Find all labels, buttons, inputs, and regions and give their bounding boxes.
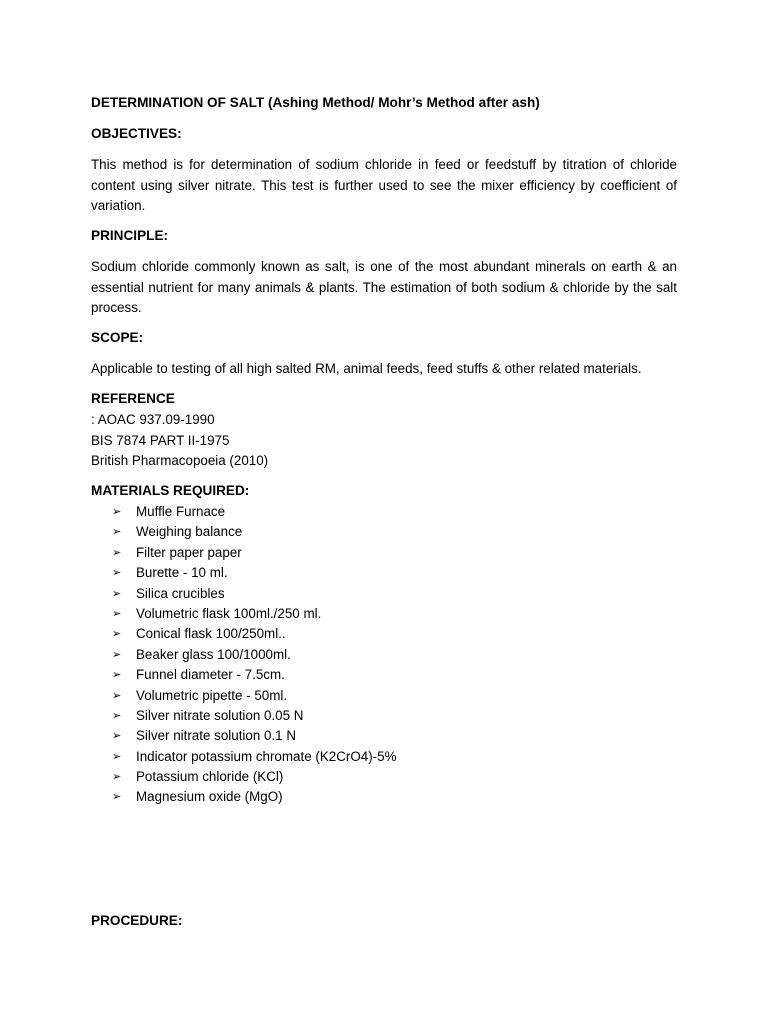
list-item [112, 624, 396, 644]
arrow-bullet-icon: ➢ [112, 709, 122, 722]
arrow-bullet-icon: ➢ [112, 567, 122, 580]
list-item-label: Filter paper paper [136, 544, 242, 560]
list-item [112, 706, 396, 726]
list-item [112, 787, 396, 807]
arrow-bullet-icon: ➢ [112, 607, 122, 620]
materials-heading: MATERIALS REQUIRED: [91, 483, 250, 498]
list-item [112, 747, 396, 767]
list-item [112, 767, 396, 787]
materials-list [112, 502, 396, 808]
list-item-label: Magnesium oxide (MgO) [136, 789, 283, 805]
list-item-label: Beaker glass 100/1000ml. [136, 646, 291, 662]
list-item-label: Potassium chloride (KCl) [136, 769, 284, 785]
objectives-heading: OBJECTIVES: [91, 126, 182, 141]
document-title: DETERMINATION OF SALT (Ashing Method/ Mohr’s Method after ash) [91, 95, 540, 110]
arrow-bullet-icon: ➢ [112, 546, 122, 559]
arrow-bullet-icon: ➢ [112, 648, 122, 661]
arrow-bullet-icon: ➢ [112, 791, 122, 804]
list-item [112, 604, 396, 624]
reference-line: BIS 7874 PART II-1975 [91, 433, 230, 448]
arrow-bullet-icon: ➢ [112, 771, 122, 784]
arrow-bullet-icon: ➢ [112, 669, 122, 682]
reference-line: : AOAC 937.09-1990 [91, 412, 215, 427]
arrow-bullet-icon: ➢ [112, 526, 122, 539]
list-item-label: Burette - 10 ml. [136, 565, 228, 581]
list-item-label: Silver nitrate solution 0.05 N [136, 707, 304, 723]
objectives-text: This method is for determination of sodium chloride in feed or feedstuff by titration of chloride content using silver nitrate. This test is further used to see the mixer efficiency by coefficient of variation. [91, 157, 677, 213]
arrow-bullet-icon: ➢ [112, 587, 122, 600]
arrow-bullet-icon: ➢ [112, 506, 122, 518]
scope-text: Applicable to testing of all high salted RM, animal feeds, feed stuffs & other related materials. [91, 361, 642, 376]
list-item [112, 665, 396, 685]
list-item-label: Weighing balance [136, 524, 243, 540]
list-item-label: Indicator potassium chromate (K2CrO4)-5% [136, 748, 397, 764]
list-item-label: Volumetric pipette - 50ml. [136, 687, 288, 703]
arrow-bullet-icon: ➢ [112, 750, 122, 763]
list-item [112, 563, 396, 583]
principle-heading: PRINCIPLE: [91, 228, 169, 243]
list-item-label: Volumetric flask 100ml./250 ml. [136, 605, 322, 621]
list-item [112, 502, 396, 522]
reference-line: British Pharmacopoeia (2010) [91, 453, 269, 468]
arrow-bullet-icon: ➢ [112, 628, 122, 641]
principle-text: Sodium chloride commonly known as salt, is one of the most abundant minerals on earth & an essential nutrient for many animals & plants. The estimation of both sodium & chloride by the salt process. [91, 259, 677, 315]
procedure-heading: PROCEDURE: [91, 913, 183, 928]
list-item-label: Muffle Furnace [136, 504, 226, 519]
list-item-label: Silver nitrate solution 0.1 N [136, 728, 297, 744]
list-item [112, 543, 396, 563]
list-item-label: Funnel diameter - 7.5cm. [136, 667, 285, 683]
arrow-bullet-icon: ➢ [112, 730, 122, 743]
reference-heading: REFERENCE [91, 391, 175, 406]
list-item-label: Conical flask 100/250ml.. [136, 626, 286, 642]
list-item [112, 584, 396, 604]
arrow-bullet-icon: ➢ [112, 689, 122, 702]
scope-heading: SCOPE: [91, 330, 144, 345]
list-item [112, 686, 396, 706]
list-item [112, 726, 396, 746]
list-item [112, 522, 396, 542]
list-item [112, 645, 396, 665]
list-item-label: Silica crucibles [136, 585, 225, 601]
